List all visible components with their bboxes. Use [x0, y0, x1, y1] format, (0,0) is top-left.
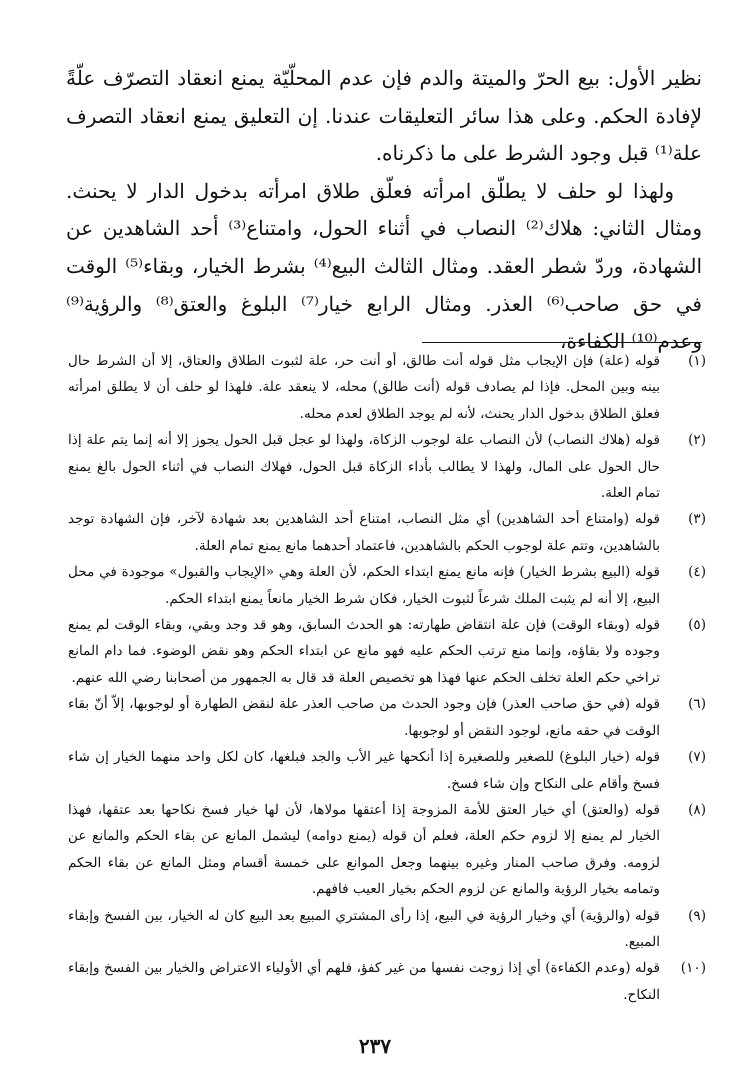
footnote: [68, 348, 706, 427]
main-paragraph: ولهذا لو حلف لا يطلّق امرأته فعلّق طلاق امرأته بدخول الدار لا يحنث. ومثال الثاني: هلاك⁽²⁾ النصاب في أثناء الحول، وامتناع⁽³⁾ أحد الشاهدين عن الشهادة، وردّ شطر العقد. ومثال الثالث البيع⁽⁴⁾ بشرط الخيار، وبقاء⁽⁵⁾ الوقت في حق صاحب⁽⁶⁾ العذر. ومثال الرابع خيار⁽⁷⁾ البلوغ والعتق⁽⁸⁾ والرؤية⁽⁹⁾ وعدم⁽¹⁰⁾ الكفاءة،: [66, 178, 703, 354]
footnote-text: قوله (والعتق) أي خيار العتق للأمة المزوجة إذا أعتقها مولاها، لأن لها خيار فسخ نكاحها بعد عتقها، فهذا الخيار لم يمنع إلا لزوم حكم العلة، فعلم أن قوله (يمنع دوامه) ليشمل المانع عن بقاء الحكم والمانع عن لزومه. وفرق صاحب المنار وغيره بينهما وجعل الموانع على خمسة أقسام ومثل المانع عن بقاء الحكم وتمامه بخيار الرؤية والمانع عن لزوم الحكم بخيار العيب فافهم.: [68, 801, 660, 898]
page-number: ٢٣٧: [358, 1034, 392, 1058]
footnote: [68, 903, 706, 956]
main-text: [66, 60, 702, 361]
footnote-text: قوله (وبقاء الوقت) فإن علة انتقاض طهارته: هو الحدث السابق، وهو قد وجد وبقي، وبقاء الوقت لم يمنع وجوده ولا بقاؤه، وإنما منع ترتب الحكم عليه فهو مانع عن ابتداء الحكم وهو نقض الوضوء. فما دام المانع تراخي حكم العلة تخلف الحكم عنها فهذا هو تخصيص العلة قد قال به الجمهور من أصحابنا رضي الله عنهم.: [68, 617, 660, 686]
footnote-text: قوله (في حق صاحب العذر) فإن وجود الحدث من صاحب العذر علة لنقض الطهارة أو لوجوبها، إلاّ أنّ بقاء الوقت في حقه مانع، لوجود النقض أو لوجوبها.: [68, 696, 660, 739]
footnote: [68, 744, 706, 797]
footnote-number: (٧): [688, 749, 706, 766]
footnote-separator: [422, 342, 702, 343]
footnote-text: قوله (وعدم الكفاءة) أي إذا زوجت نفسها من غير كفؤ، فلهم أي الأولياء الاعتراض والخيار بين الفسخ وإبقاء النكاح.: [68, 960, 660, 1003]
footnote-text: قوله (هلاك النصاب) لأن النصاب علة لوجوب الزكاة، ولهذا لو عجل قبل الحول يجوز إلا أنه إنما يتم علة إذا حال الحول على المال، ولهذا لا يطالب بأداء الزكاة قبل الحول، فهلاك النصاب في أثناء الحول بالغ يمنع تمام العلة.: [68, 432, 660, 502]
footnote-number: (٤): [688, 564, 706, 581]
footnote-text: قوله (علة) فإن الإيجاب مثل قوله أنت طالق، أو أنت حر، علة لثبوت الطلاق والعتاق، إلا أن الشرط حال بينه وبين المحل. فإذا لم يصادف قوله (أنت طالق) محله، لا ينعقد علة. فلهذا لو حلف أن لا يطلق امرأته فعلق الطلاق بدخول الدار يحنث، لأنه لم يوجد الطلاق لعدم محله.: [68, 353, 660, 422]
footnote-text: قوله (وامتناع أحد الشاهدين) أي مثل النصاب، امتناع أحد الشاهدين بعد شهادة لآخر، فإن الشهادة توجد بالشاهدين، وتتم علة لوجوب الحكم بالشاهدين، فاعتماد أحدهما مانع يمنع تمام العلة.: [68, 511, 660, 554]
main-paragraph: نظير الأول: بيع الحرّ والميتة والدم فإن عدم المحلّيّة يمنع انعقاد التصرّف علّةً لإفادة الحكم. وعلى هذا سائر التعليقات عندنا. إن التعليق يمنع انعقاد التصرف علة⁽¹⁾ قبل وجود الشرط على ما ذكرناه.: [66, 66, 702, 166]
footnote-number: (٥): [688, 617, 706, 634]
footnote-number: (١٠): [680, 960, 706, 977]
footnote-text: قوله (خيار البلوغ) للصغير وللصغيرة إذا أنكحها غير الأب والجد فبلغها، كان لكل واحد منهما الخيار إن شاء فسخ وأقام على النكاح وإن شاء فسخ.: [68, 749, 660, 792]
footnotes: [68, 348, 706, 1008]
footnote-number: (٨): [688, 801, 706, 818]
footnote: [68, 427, 706, 506]
footnote-text: قوله (البيع بشرط الخيار) فإنه مانع يمنع ابتداء الحكم، لأن العلة وهي «الإيجاب والقبول» موجودة في محل البيع، إلا أنه لم يثبت الملك شرعاً لثبوت الخيار، فكان شرط الخيار مانعاً يمنع ابتداء الحكم.: [68, 564, 660, 607]
footnote: [68, 691, 706, 744]
footnote-text: قوله (والرؤية) أي وخيار الرؤية في البيع، إذا رأى المشتري المبيع بعد البيع كان له الخيار، بين الفسخ وإبقاء المبيع.: [68, 907, 660, 950]
footnote: [68, 797, 706, 903]
footnote: [68, 559, 706, 612]
footnote: [68, 955, 706, 1008]
footnote-number: (٢): [688, 432, 706, 449]
footnote-number: (٩): [688, 907, 706, 924]
footnote-number: (٦): [688, 696, 706, 713]
footnote: [68, 506, 706, 559]
footnote-number: (٣): [688, 511, 706, 528]
footnote-number: (١): [688, 353, 706, 369]
footnote: [68, 612, 706, 691]
